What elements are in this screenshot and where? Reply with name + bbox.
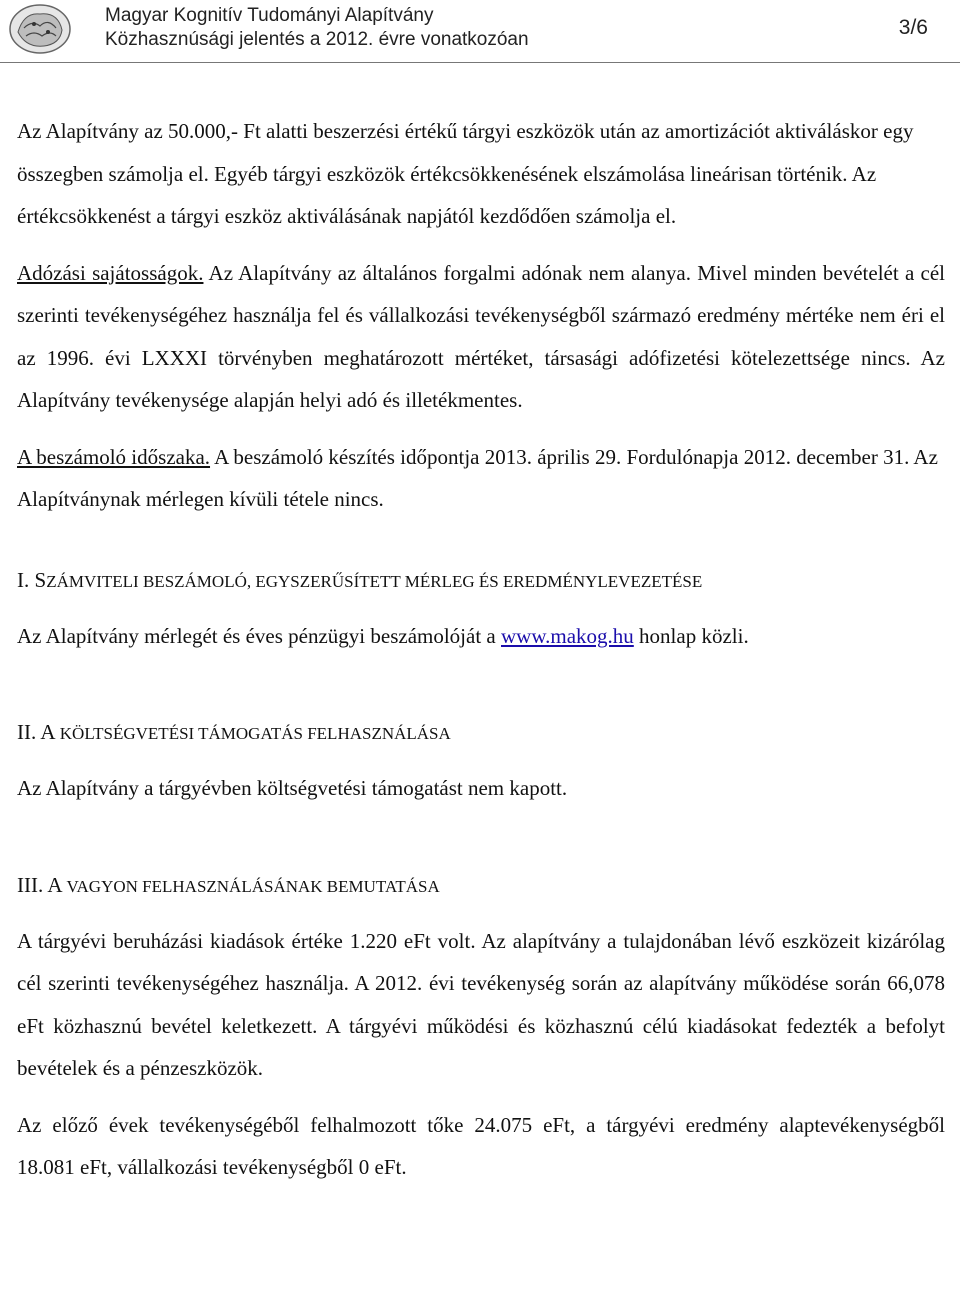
- page-number: 3/6: [898, 16, 928, 39]
- period-paragraph: [17, 436, 945, 521]
- header-divider: [0, 62, 960, 63]
- document-body: [17, 110, 945, 1189]
- period-text: A beszámoló készítés időpontja 2013. április 29. Fordulónapja 2012. december 31. Az Alapítványnak mérlegen kívüli tétele nincs.: [17, 444, 938, 511]
- page-header: [0, 0, 960, 60]
- makog-website-link[interactable]: www.makog.hu: [501, 623, 634, 648]
- header-text: [105, 4, 529, 52]
- section-2-heading: II. A KÖLTSÉGVETÉSI TÁMOGATÁS FELHASZNÁLÁSA: [17, 720, 451, 744]
- depreciation-paragraph: Az Alapítvány az 50.000,- Ft alatti beszerzési értékű tárgyi eszközök után az amortizációt aktiváláskor egy összegben számolja el. Egyéb tárgyi eszközök értékcsökkenésének elszámolása lineárisan történik. Az értékcsökkenést a tárgyi eszköz aktiválásának napjától kezdődően számolja el.: [17, 119, 914, 228]
- section-2-text: Az Alapítvány a tárgyévben költségvetési támogatást nem kapott.: [17, 776, 568, 800]
- header-subtitle: Közhasznúsági jelentés a 2012. évre vonatkozóan: [105, 29, 529, 50]
- foundation-logo-icon: [4, 2, 76, 56]
- tax-label: Adózási sajátosságok.: [17, 260, 204, 285]
- section-1-text: Az Alapítvány mérlegét és éves pénzügyi beszámolóját a www.makog.hu honlap közli.: [17, 623, 749, 648]
- section-3-paragraph-2: Az előző évek tevékenységéből felhalmozott tőke 24.075 eFt, a tárgyévi eredmény alaptevékenységből 18.081 eFt, vállalkozási tevékenységből 0 eFt.: [17, 1112, 945, 1179]
- tax-paragraph: [17, 252, 945, 422]
- header-org: Magyar Kognitív Tudományi Alapítvány: [105, 5, 434, 26]
- period-label: A beszámoló időszaka.: [17, 444, 211, 469]
- section-1-heading: I. SZÁMVITELI BESZÁMOLÓ, EGYSZERŰSÍTETT MÉRLEG ÉS EREDMÉNYLEVEZETÉSE: [17, 567, 703, 592]
- tax-text: Az Alapítvány az általános forgalmi adónak nem alanya. Mivel minden bevételét a cél szerinti tevékenységéhez használja fel és vállalkozási tevékenységből származó eredmény mértéke nem éri el az 1996. évi LXXXI törvényben meghatározott mértéket, társasági adófizetési kötelezettsége nincs. Az Alapítvány tevékenysége alapján helyi adó és illetékmentes.: [17, 260, 945, 412]
- section-3-heading: III. A VAGYON FELHASZNÁLÁSÁNAK BEMUTATÁSA: [17, 872, 440, 897]
- section-3-paragraph-1: A tárgyévi beruházási kiadások értéke 1.220 eFt volt. Az alapítvány a tulajdonában lévő eszközeit kizárólag cél szerinti tevékenységéhez használja. A 2012. évi tevékenység során az alapítvány működése során 66,078 eFt közhasznú bevétel keletkezett. A tárgyévi működési és közhasznú célú kiadásokat fedezték a befolyt bevételek és a pénzeszközök.: [17, 928, 945, 1080]
